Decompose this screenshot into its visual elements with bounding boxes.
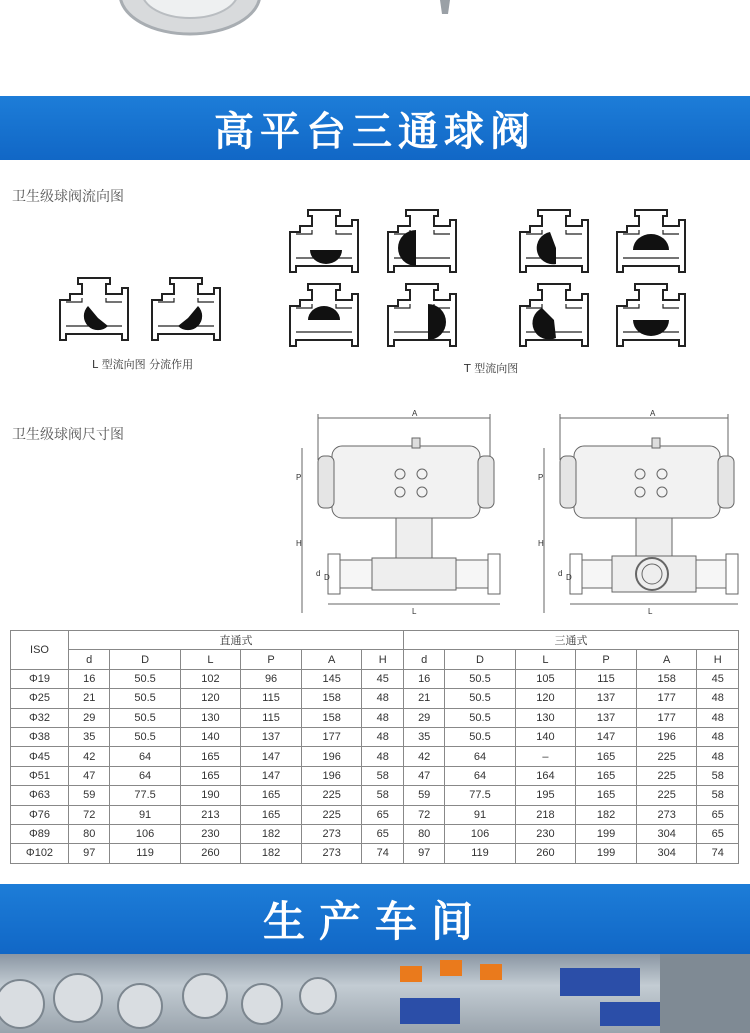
table-body [11, 669, 739, 863]
table-cell: 50.5 [445, 689, 515, 708]
table-cell: 59 [69, 786, 110, 805]
table-cell: 47 [403, 766, 444, 785]
table-cell: 48 [697, 747, 739, 766]
table-cell: 145 [301, 669, 362, 688]
table-cell: 58 [697, 766, 739, 785]
table-cell: 273 [636, 805, 697, 824]
table-row [11, 824, 739, 843]
t-type-diagram-4 [617, 210, 685, 272]
table-cell: 91 [445, 805, 515, 824]
table-cell: 196 [301, 766, 362, 785]
table-cell: 64 [445, 766, 515, 785]
table-cell: 120 [515, 689, 576, 708]
three-way-valve-drawing [544, 414, 738, 613]
table-cell: 42 [403, 747, 444, 766]
table-cell: 48 [362, 689, 403, 708]
dimension-drawings [290, 408, 740, 623]
table-cell: 130 [180, 708, 241, 727]
column-header-row [11, 650, 739, 669]
iso-cell: Φ25 [11, 689, 69, 708]
table-cell: 48 [362, 727, 403, 746]
table-cell: 47 [69, 766, 110, 785]
table-cell: 35 [69, 727, 110, 746]
table-cell: 190 [180, 786, 241, 805]
table-cell: 80 [69, 824, 110, 843]
factory-photo [0, 954, 750, 1033]
column-header-L-straight: L [180, 650, 241, 669]
table-cell: 58 [362, 786, 403, 805]
three-way-group-header: 三通式 [403, 631, 738, 650]
banner-title: 高平台三通球阀 [214, 108, 536, 155]
table-cell: 48 [362, 747, 403, 766]
product-photo-fragment [0, 0, 750, 96]
table-cell: 230 [180, 824, 241, 843]
table-cell: 74 [362, 844, 403, 863]
dim-bigd-label: D [324, 573, 330, 582]
valve-photo-edge [0, 0, 750, 96]
table-row [11, 708, 739, 727]
table-cell: 42 [69, 747, 110, 766]
table-row [11, 727, 739, 746]
table-cell: 273 [301, 844, 362, 863]
table-cell: 158 [301, 708, 362, 727]
flow-section-label: 卫生级球阀流向图 [12, 189, 124, 205]
table-cell: 147 [241, 747, 302, 766]
table-cell: 64 [110, 747, 180, 766]
column-header-H-three-way: H [697, 650, 739, 669]
iso-cell: Φ89 [11, 824, 69, 843]
table-cell: 195 [515, 786, 576, 805]
table-cell: 140 [180, 727, 241, 746]
table-cell: 260 [180, 844, 241, 863]
table-cell: 58 [362, 766, 403, 785]
table-cell: 137 [241, 727, 302, 746]
table-cell: 115 [241, 689, 302, 708]
dim-l-label: L [412, 607, 417, 616]
workshop-title: 生产车间 [262, 897, 487, 946]
table-row [11, 747, 739, 766]
table-cell: 50.5 [445, 669, 515, 688]
table-cell: 16 [403, 669, 444, 688]
straight-group-header: 直通式 [69, 631, 404, 650]
table-cell: 225 [636, 766, 697, 785]
table-cell: 213 [180, 805, 241, 824]
column-header-H-straight: H [362, 650, 403, 669]
t-type-diagram-2 [388, 210, 456, 272]
dim-d-label-2: d [558, 569, 563, 578]
table-cell: 130 [515, 708, 576, 727]
table-row [11, 786, 739, 805]
table-cell: 182 [576, 805, 637, 824]
table-cell: 65 [362, 805, 403, 824]
table-cell: 77.5 [445, 786, 515, 805]
table-cell: 165 [180, 766, 241, 785]
table-cell: 218 [515, 805, 576, 824]
table-cell: 165 [576, 766, 637, 785]
iso-cell: Φ51 [11, 766, 69, 785]
table-cell: 21 [403, 689, 444, 708]
t-type-diagram-7 [520, 284, 588, 346]
column-header-A-three-way: A [636, 650, 697, 669]
table-cell: 50.5 [110, 669, 180, 688]
factory-valves-image [0, 954, 750, 1033]
t-type-caption: T 型流向图 [464, 362, 519, 375]
l-type-diagram-2 [152, 278, 220, 340]
table-cell: 147 [241, 766, 302, 785]
table-cell: 96 [241, 669, 302, 688]
table-cell: 29 [403, 708, 444, 727]
table-cell: 165 [180, 747, 241, 766]
table-cell: 182 [241, 824, 302, 843]
table-cell: 115 [576, 669, 637, 688]
table-cell: 50.5 [445, 727, 515, 746]
table-cell: 105 [515, 669, 576, 688]
column-header-D-straight: D [110, 650, 180, 669]
t-type-diagram-3 [520, 210, 588, 272]
table-cell: 304 [636, 844, 697, 863]
table-cell: 48 [697, 689, 739, 708]
table-cell: 50.5 [110, 708, 180, 727]
dim-p-label: P [296, 473, 302, 482]
table-cell: 177 [301, 727, 362, 746]
table-cell: 65 [697, 824, 739, 843]
table-cell: 137 [576, 689, 637, 708]
t-type-diagram-6 [388, 284, 456, 346]
column-header-P-three-way: P [576, 650, 637, 669]
l-type-diagram-1 [60, 278, 128, 340]
table-cell: 177 [636, 708, 697, 727]
table-cell: 65 [362, 824, 403, 843]
table-cell: 65 [697, 805, 739, 824]
table-cell: 115 [241, 708, 302, 727]
table-cell: 164 [515, 766, 576, 785]
table-cell: 29 [69, 708, 110, 727]
l-type-caption: L 型流向图 分流作用 [92, 358, 194, 371]
table-cell: 50.5 [445, 708, 515, 727]
table-cell: 225 [636, 786, 697, 805]
iso-header: ISO [11, 631, 69, 670]
table-cell: 64 [445, 747, 515, 766]
table-cell: 97 [403, 844, 444, 863]
table-cell: 165 [576, 747, 637, 766]
table-cell: 120 [180, 689, 241, 708]
workshop-banner [0, 884, 750, 954]
table-cell: 165 [576, 786, 637, 805]
table-cell: 119 [445, 844, 515, 863]
table-cell: 225 [636, 747, 697, 766]
table-cell: 158 [301, 689, 362, 708]
table-row [11, 805, 739, 824]
table-cell: 260 [515, 844, 576, 863]
table-cell: 225 [301, 786, 362, 805]
dim-h-label: H [296, 539, 302, 548]
table-cell: 35 [403, 727, 444, 746]
table-cell: 147 [576, 727, 637, 746]
table-cell: 91 [110, 805, 180, 824]
table-cell: 102 [180, 669, 241, 688]
table-cell: 77.5 [110, 786, 180, 805]
table-cell: 140 [515, 727, 576, 746]
table-cell: 177 [636, 689, 697, 708]
table-cell: 21 [69, 689, 110, 708]
flow-diagrams [0, 196, 750, 376]
dim-p-label-2: P [538, 473, 544, 482]
dim-h-label-2: H [538, 539, 544, 548]
table-row [11, 844, 739, 863]
table-cell: 199 [576, 844, 637, 863]
t-type-diagram-1 [290, 210, 358, 272]
column-header-d-three-way: d [403, 650, 444, 669]
table-cell: 225 [301, 805, 362, 824]
table-cell: 182 [241, 844, 302, 863]
dim-l-label-2: L [648, 607, 653, 616]
column-header-D-three-way: D [445, 650, 515, 669]
table-cell: 50.5 [110, 689, 180, 708]
table-cell: – [515, 747, 576, 766]
table-cell: 48 [362, 708, 403, 727]
table-cell: 137 [576, 708, 637, 727]
table-cell: 58 [697, 786, 739, 805]
straight-valve-drawing [302, 414, 500, 613]
table-row [11, 766, 739, 785]
table-cell: 64 [110, 766, 180, 785]
t-type-diagram-5 [290, 284, 358, 346]
table-cell: 165 [241, 805, 302, 824]
table-row [11, 689, 739, 708]
table-cell: 106 [445, 824, 515, 843]
table-cell: 45 [362, 669, 403, 688]
table-cell: 74 [697, 844, 739, 863]
table-cell: 199 [576, 824, 637, 843]
table-cell: 72 [403, 805, 444, 824]
table-row [11, 669, 739, 688]
iso-cell: Φ102 [11, 844, 69, 863]
column-header-d-straight: d [69, 650, 110, 669]
table-cell: 304 [636, 824, 697, 843]
column-header-P-straight: P [241, 650, 302, 669]
dim-d-label: d [316, 569, 321, 578]
table-cell: 230 [515, 824, 576, 843]
banner-heading [0, 96, 750, 160]
table-cell: 106 [110, 824, 180, 843]
iso-cell: Φ19 [11, 669, 69, 688]
iso-cell: Φ76 [11, 805, 69, 824]
table-cell: 45 [697, 669, 739, 688]
dim-a-label: A [412, 409, 418, 418]
table-cell: 48 [697, 708, 739, 727]
table-cell: 97 [69, 844, 110, 863]
table-cell: 59 [403, 786, 444, 805]
table-cell: 16 [69, 669, 110, 688]
dim-a-label-2: A [650, 409, 656, 418]
t-type-diagram-8 [617, 284, 685, 346]
spec-table [10, 630, 739, 864]
column-header-A-straight: A [301, 650, 362, 669]
table-cell: 72 [69, 805, 110, 824]
dim-bigd-label-2: D [566, 573, 572, 582]
table-cell: 80 [403, 824, 444, 843]
table-cell: 196 [301, 747, 362, 766]
column-header-L-three-way: L [515, 650, 576, 669]
dimension-section-label: 卫生级球阀尺寸图 [12, 427, 124, 443]
iso-cell: Φ63 [11, 786, 69, 805]
table-cell: 273 [301, 824, 362, 843]
iso-cell: Φ38 [11, 727, 69, 746]
table-cell: 158 [636, 669, 697, 688]
iso-cell: Φ45 [11, 747, 69, 766]
table-cell: 119 [110, 844, 180, 863]
table-cell: 196 [636, 727, 697, 746]
table-cell: 165 [241, 786, 302, 805]
table-cell: 50.5 [110, 727, 180, 746]
iso-cell: Φ32 [11, 708, 69, 727]
table-cell: 48 [697, 727, 739, 746]
